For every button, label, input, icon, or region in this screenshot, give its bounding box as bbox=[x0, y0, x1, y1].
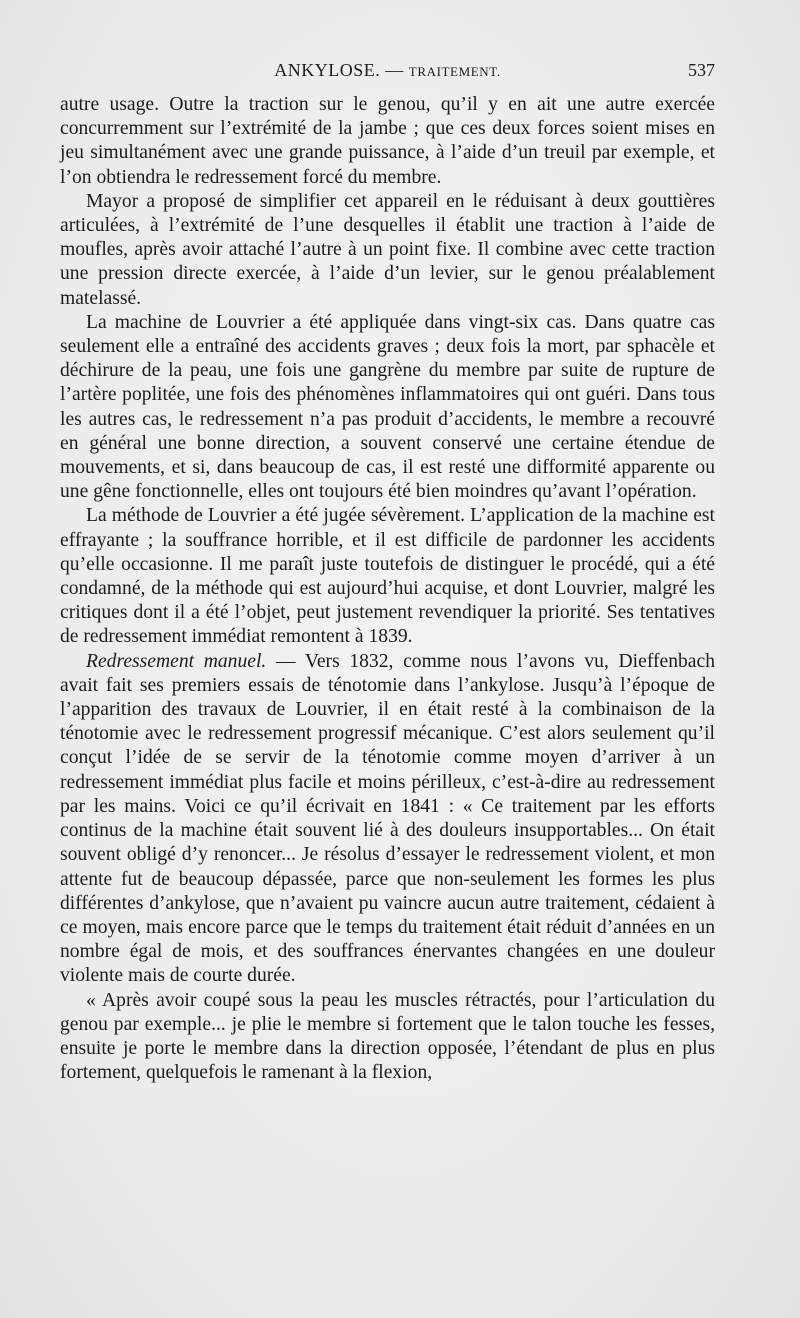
page-number: 537 bbox=[688, 60, 715, 80]
paragraph-louvrier-machine: La machine de Louvrier a été appliquée dans vingt-six cas. Dans quatre cas seulement elle a entraîné des accidents graves ; deux fois la mort, par sphacèle et déchirure de la peau, une fois une gangrène du membre par suite de rupture de l’artère poplitée, une fois des phénomènes inflammatoires qui ont guéri. Dans tous les autres cas, le redressement n’a pas produit d’accidents, le membre a recouvré en général une bonne direction, a souvent conservé une certaine étendue de mouvements, et si, dans beaucoup de cas, il est resté une difformité apparente ou une gêne fonctionnelle, elles ont toujours été bien moindres qu’avant l’opération. bbox=[60, 311, 715, 503]
running-title bbox=[60, 60, 715, 81]
paragraph-mayor: Mayor a proposé de simplifier cet appareil en le réduisant à deux gouttières articulées, à l’extrémité de l’une desquelles il établit une traction à l’aide de moufles, après avoir attaché l’autre à un point fixe. Il combine avec cette traction une pression directe exercée, à l’aide d’un levier, sur le genou préalablement matelassé. bbox=[60, 190, 715, 309]
section-title: TRAITEMENT. bbox=[408, 64, 501, 79]
paragraph-continuation: autre usage. Outre la traction sur le genou, qu’il y en ait une autre exercée concurremment sur l’extrémité de la jambe ; que ces deux forces soient mises en jeu simultanément avec une grande puissance, à l’aide d’un treuil par exemple, et l’on obtiendra le redressement forcé du membre. bbox=[60, 94, 715, 188]
paragraph-louvrier-method: La méthode de Louvrier a été jugée sévèrement. L’application de la machine est effrayante ; la souffrance horrible, et il est difficile de pardonner les accidents qu’elle occasionne. Il me paraît juste toutefois de distinguer le procédé, qui a été condamné, de la méthode qui est aujourd’hui acquise, et dont Louvrier, malgré les critiques dont il a été l’objet, peut justement revendiquer la priorité. Ses tentatives de redressement immédiat remontent à 1839. bbox=[60, 505, 715, 648]
running-header bbox=[60, 60, 715, 86]
running-title-text: ANKYLOSE. bbox=[274, 60, 381, 80]
paragraph-redressement-manuel bbox=[60, 650, 715, 989]
header-dash: — bbox=[385, 60, 404, 80]
paragraph-redressement-text: — Vers 1832, comme nous l’avons vu, Dieffenbach avait fait ses premiers essais de ténotomie dans l’ankylose. Jusqu’à l’époque de l’apparition des travaux de Louvrier, il en était resté à la combinaison de la ténotomie avec le redressement progressif mécanique. C’est alors seulement qu’il conçut l’idée de se servir de la ténotomie comme moyen d’arriver à un redressement immédiat plus facile et moins périlleux, c’est-à-dire au redressement par les mains. Voici ce qu’il écrivait en 1841 : « Ce traitement par les efforts continus de la machine était souvent lié à des douleurs insupportables... On était souvent obligé d’y renoncer... Je résolus d’essayer le redressement violent, et mon attente fut de beaucoup dépassée, parce que non-seulement les formes les plus différentes d’ankylose, que n’avaient pu vaincre aucun autre traitement, cédaient à ce moyen, mais encore parce que le temps du traitement était réduit d’années en un nombre égal de mois, et des souffrances énervantes changées en une douleur violente mais de courte durée. bbox=[60, 650, 715, 987]
subsection-heading: Redressement manuel. bbox=[86, 650, 267, 672]
body-text bbox=[60, 93, 715, 1085]
paragraph-quotation: « Après avoir coupé sous la peau les muscles rétractés, pour l’articulation du genou par exemple... je plie le membre si fortement que le talon touche les fesses, ensuite je porte le membre dans la direction opposée, l’étendant de plus en plus fortement, quelquefois le ramenant à la flexion, bbox=[60, 989, 715, 1084]
